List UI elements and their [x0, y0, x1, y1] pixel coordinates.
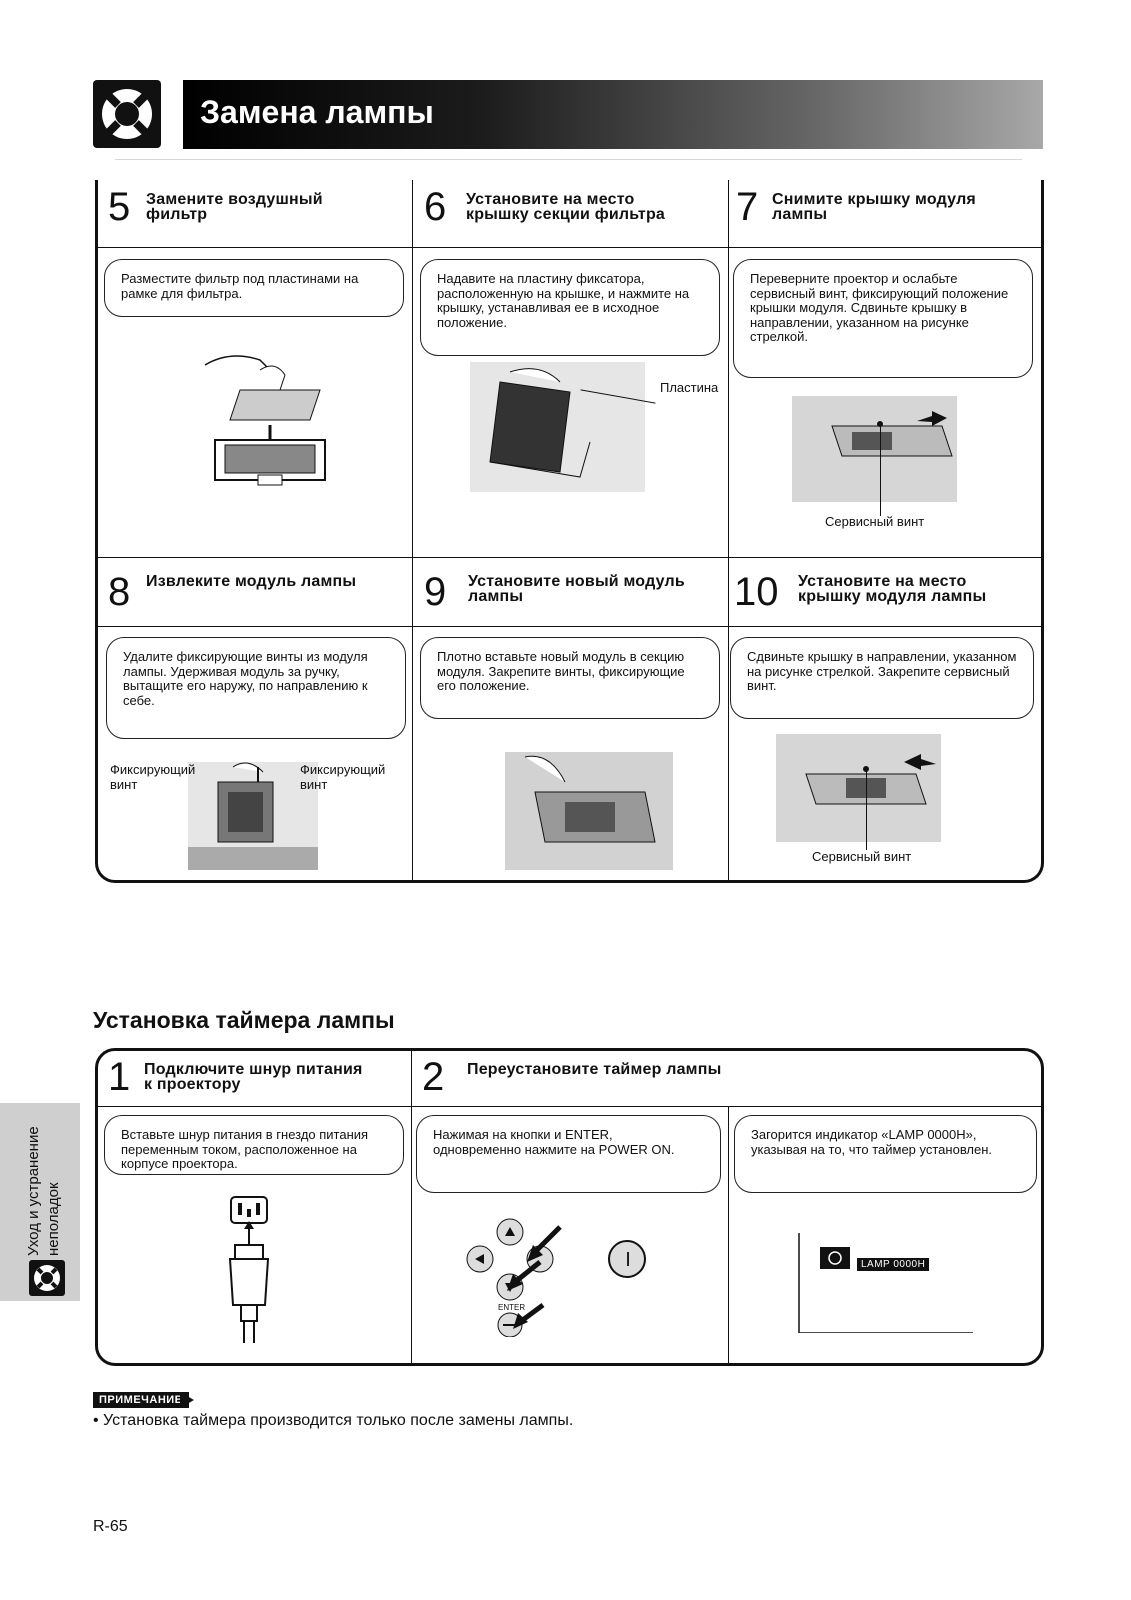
step-number: 2 [422, 1055, 445, 1099]
part-label: Пластина [660, 380, 719, 395]
step-title: Переустановите таймер лампы [467, 1061, 722, 1078]
divider [728, 180, 729, 880]
lifebuoy-icon [29, 1260, 65, 1296]
divider [97, 626, 1042, 627]
lifebuoy-icon [93, 80, 161, 148]
svg-text:неполадок: неполадок [45, 1182, 62, 1256]
divider [97, 1106, 1042, 1107]
instruction-bubble: Надавите на пластину фиксатора, расположенную на крышке, и нажмите на крышку, устанавливая ее в исходное положение. [420, 259, 720, 356]
note-tag: ПРИМЕЧАНИЕ [93, 1392, 189, 1408]
enter-label: ENTER [498, 1303, 526, 1312]
step-title: Установите на место крышку секции фильтра [466, 191, 666, 223]
note-text: • Установка таймера производится только после замены лампы. [93, 1412, 574, 1429]
instruction-bubble: Плотно вставьте новый модуль в секцию модуля. Закрепите винты, фиксирующие его положение. [420, 637, 720, 719]
new-lamp-illustration [505, 752, 673, 870]
lamp-module-illustration [188, 762, 318, 870]
step-number: 10 [734, 570, 779, 614]
step-number: 1 [108, 1055, 131, 1099]
step-number: 6 [424, 185, 447, 229]
instruction-bubble: Нажимая на кнопки и ENTER, одновременно нажмите на POWER ON. [416, 1115, 721, 1193]
note-arrow-icon [180, 1392, 194, 1408]
divider [411, 1050, 412, 1364]
step-number: 9 [424, 570, 447, 614]
step-number: 5 [108, 185, 131, 229]
keypad-illustration [465, 1217, 655, 1337]
lamp-cover-illustration [792, 396, 957, 502]
step-number: 7 [736, 185, 759, 229]
section-title: Установка таймера лампы [93, 1007, 395, 1033]
instruction-bubble: Вставьте шнур питания в гнездо питания переменным током, расположенное на корпусе проектора. [104, 1115, 404, 1175]
lamp-cover-close-illustration [776, 734, 941, 842]
lamp-counter-badge: LAMP 0000H [857, 1258, 929, 1271]
svg-text:Уход и устранение: Уход и устранение [25, 1126, 42, 1256]
divider [728, 1107, 729, 1364]
power-cord-icon [225, 1195, 275, 1345]
part-label: Сервисный винт [825, 514, 925, 529]
part-label: Сервисный винт [812, 849, 912, 864]
page-number: R-65 [93, 1518, 128, 1535]
step-number: 8 [108, 570, 131, 614]
page-title: Замена лампы [200, 94, 434, 130]
step-title: Установите новый модуль лампы [468, 573, 685, 605]
divider [97, 557, 1042, 558]
part-label: Фиксирующий винт [300, 762, 386, 792]
leader-line [866, 768, 867, 850]
instruction-bubble: Сдвиньте крышку в направлении, указанном на рисунке стрелкой. Закрепите сервисный винт. [730, 637, 1034, 719]
power-button-symbol: I [625, 1249, 631, 1271]
header-rule [115, 159, 1022, 160]
filter-cover-illustration [470, 362, 645, 492]
instruction-bubble: Разместите фильтр под пластинами на рамке для фильтра. [104, 259, 404, 317]
step-title: Подключите шнур питания к проектору [144, 1061, 363, 1093]
step-title: Снимите крышку модуля лампы [772, 191, 976, 223]
step-title: Извлеките модуль лампы [146, 573, 357, 590]
leader-line [880, 424, 881, 516]
divider [97, 247, 1042, 248]
side-tab-label [12, 1106, 72, 1256]
screen-display [798, 1233, 988, 1333]
instruction-bubble: Переверните проектор и ослабьте сервисный винт, фиксирующий положение крышки модуля. Сдвиньте крышку в направлении, указанном на рисунке стрелкой. [733, 259, 1033, 378]
part-label: Фиксирующий винт [110, 762, 196, 792]
instruction-bubble: Загорится индикатор «LAMP 0000H», указывая на то, что таймер установлен. [734, 1115, 1037, 1193]
divider [412, 180, 413, 880]
instruction-bubble: Удалите фиксирующие винты из модуля лампы. Удерживая модуль за ручку, вытащите его наружу, по направлению к себе. [106, 637, 406, 739]
air-filter-illustration [200, 330, 340, 490]
step-title: Замените воздушный фильтр [146, 191, 323, 223]
step-title: Установите на место крышку модуля лампы [798, 573, 987, 605]
